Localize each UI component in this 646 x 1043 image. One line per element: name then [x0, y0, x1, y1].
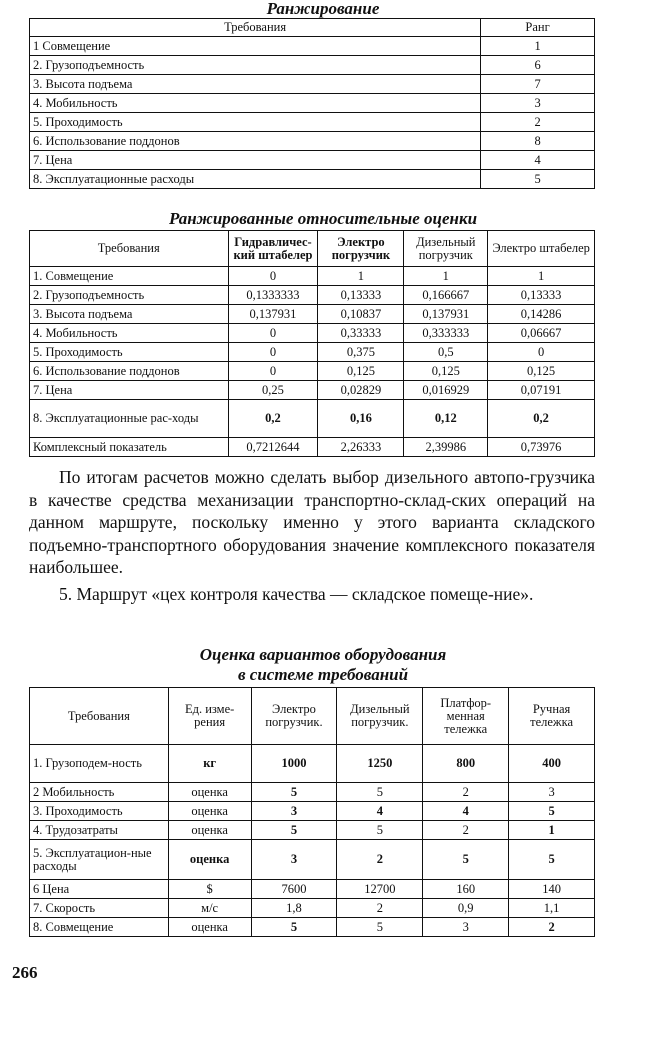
requirement-cell: 2. Грузоподъемность: [30, 56, 481, 75]
requirement-cell: 1. Грузоподем-ность: [30, 745, 169, 783]
route-heading: 5. Маршрут «цех контроля качества — складское помеще-ние».: [59, 584, 534, 604]
value-cell: 1000: [251, 745, 337, 783]
table-row: [30, 880, 595, 899]
rank-cell: 2: [481, 113, 595, 132]
value-cell: 2: [423, 783, 509, 802]
value-cell: 7600: [251, 880, 337, 899]
value-cell: 5: [337, 783, 423, 802]
table-row: [30, 343, 595, 362]
table-row: [30, 840, 595, 880]
requirement-cell: 5. Проходимость: [30, 113, 481, 132]
rank-cell: 6: [481, 56, 595, 75]
value-cell: 0,10837: [318, 305, 404, 324]
table-row: [30, 75, 595, 94]
value-cell: 0,16: [318, 400, 404, 438]
value-cell: 400: [509, 745, 595, 783]
rank-cell: 3: [481, 94, 595, 113]
value-cell: 5: [251, 783, 337, 802]
header-electric-loader: Электро погрузчик: [318, 231, 404, 267]
requirement-cell: 6. Использование поддонов: [30, 132, 481, 151]
value-cell: 0: [228, 267, 318, 286]
requirement-cell: 3. Высота подъема: [30, 75, 481, 94]
value-cell: 0,333333: [404, 324, 488, 343]
requirement-cell: 1 Совмещение: [30, 37, 481, 56]
table-row: [30, 362, 595, 381]
value-cell: 2: [337, 899, 423, 918]
value-cell: 0,125: [488, 362, 595, 381]
value-cell: 0,137931: [404, 305, 488, 324]
value-cell: 0,25: [228, 381, 318, 400]
requirement-cell: 6. Использование поддонов: [30, 362, 229, 381]
value-cell: 160: [423, 880, 509, 899]
requirement-cell: 6 Цена: [30, 880, 169, 899]
value-cell: 140: [509, 880, 595, 899]
value-cell: 5: [509, 802, 595, 821]
value-cell: 5: [337, 918, 423, 937]
value-cell: 3: [423, 918, 509, 937]
value-cell: 3: [509, 783, 595, 802]
header-diesel-loader: Дизельный погрузчик: [404, 231, 488, 267]
value-cell: 2: [337, 840, 423, 880]
value-cell: 3: [251, 802, 337, 821]
unit-cell: оценка: [168, 840, 251, 880]
requirement-cell: 5. Эксплуатацион-ные расходы: [30, 840, 169, 880]
table-row-total: [30, 438, 595, 457]
table-row: [30, 918, 595, 937]
value-cell: 0: [228, 324, 318, 343]
table-row: [30, 170, 595, 189]
header-requirements: Требования: [30, 231, 229, 267]
table-row: [30, 802, 595, 821]
value-cell: 0,016929: [404, 381, 488, 400]
value-cell: 5: [251, 821, 337, 840]
value-cell: 0: [228, 362, 318, 381]
value-cell: 0,1333333: [228, 286, 318, 305]
table-row: [30, 151, 595, 170]
rank-cell: 7: [481, 75, 595, 94]
rank-table: [29, 18, 595, 189]
value-cell: 0,33333: [318, 324, 404, 343]
value-cell: 0,14286: [488, 305, 595, 324]
value-cell: 1,1: [509, 899, 595, 918]
requirement-cell: 1. Совмещение: [30, 267, 229, 286]
header-electric-loader: Электро погрузчик.: [251, 688, 337, 745]
header-electric-stacker: Электро штабелер: [488, 231, 595, 267]
requirement-cell: 3. Проходимость: [30, 802, 169, 821]
value-cell: 2: [423, 821, 509, 840]
value-cell: 5: [337, 821, 423, 840]
table-row: [30, 267, 595, 286]
header-hydraulic-stacker: Гидравличес-кий штабелер: [228, 231, 318, 267]
value-cell: 1250: [337, 745, 423, 783]
value-cell: 0,06667: [488, 324, 595, 343]
value-cell: 800: [423, 745, 509, 783]
value-cell: 0,166667: [404, 286, 488, 305]
rank-cell: 1: [481, 37, 595, 56]
value-cell: 0,5: [404, 343, 488, 362]
header-rank: Ранг: [481, 19, 595, 37]
relative-table-title: Ранжированные относительные оценки: [168, 209, 478, 228]
table-row: [30, 305, 595, 324]
value-cell: 0,9: [423, 899, 509, 918]
value-cell: 3: [251, 840, 337, 880]
requirement-cell: 7. Скорость: [30, 899, 169, 918]
header-requirements: Требования: [30, 19, 481, 37]
requirement-cell: 4. Трудозатраты: [30, 821, 169, 840]
value-cell: 0,2: [228, 400, 318, 438]
table-header-row: [30, 231, 595, 267]
value-cell: 0,07191: [488, 381, 595, 400]
value-cell: 0,02829: [318, 381, 404, 400]
table-row: [30, 324, 595, 343]
unit-cell: м/с: [168, 899, 251, 918]
rank-cell: 5: [481, 170, 595, 189]
equipment-table-title-line1: Оценка вариантов оборудования: [199, 645, 447, 664]
conclusion-paragraph: По итогам расчетов можно сделать выбор дизельного автопо-грузчика в качестве средства механизации транспортно-склад-ских операций на данном маршруте, поскольку именно у этого варианта складского подъемно-транспортного оборудования значение комплексного показателя наибольшее.: [29, 467, 595, 577]
table-row: [30, 821, 595, 840]
requirement-cell: 8. Совмещение: [30, 918, 169, 937]
value-cell: 1: [509, 821, 595, 840]
header-unit: Ед. изме-рения: [168, 688, 251, 745]
relative-table: [29, 230, 595, 457]
table-row: [30, 381, 595, 400]
value-cell: 4: [423, 802, 509, 821]
table-header-row: [30, 19, 595, 37]
value-cell: 0,2: [488, 400, 595, 438]
value-cell: 2,39986: [404, 438, 488, 457]
value-cell: 12700: [337, 880, 423, 899]
header-platform-cart: Платфор-менная тележка: [423, 688, 509, 745]
requirement-cell: 8. Эксплуатационные расходы: [30, 170, 481, 189]
requirement-cell: Комплексный показатель: [30, 438, 229, 457]
value-cell: 5: [251, 918, 337, 937]
table-row: [30, 899, 595, 918]
value-cell: 1: [488, 267, 595, 286]
header-hand-cart: Ручная тележка: [509, 688, 595, 745]
value-cell: 2,26333: [318, 438, 404, 457]
requirement-cell: 4. Мобильность: [30, 94, 481, 113]
value-cell: 1,8: [251, 899, 337, 918]
value-cell: 5: [509, 840, 595, 880]
value-cell: 0,137931: [228, 305, 318, 324]
rank-table-title: Ранжирование: [266, 0, 380, 18]
table-row: [30, 56, 595, 75]
requirement-cell: 5. Проходимость: [30, 343, 229, 362]
unit-cell: кг: [168, 745, 251, 783]
table-row: [30, 37, 595, 56]
equipment-table: [29, 687, 595, 937]
unit-cell: оценка: [168, 821, 251, 840]
table-row: [30, 132, 595, 151]
unit-cell: $: [168, 880, 251, 899]
value-cell: 0,375: [318, 343, 404, 362]
table-row: [30, 94, 595, 113]
requirement-cell: 7. Цена: [30, 151, 481, 170]
unit-cell: оценка: [168, 918, 251, 937]
header-diesel-loader: Дизельный погрузчик.: [337, 688, 423, 745]
page-number: 266: [12, 963, 38, 982]
table-row: [30, 745, 595, 783]
value-cell: 0,12: [404, 400, 488, 438]
requirement-cell: 3. Высота подъема: [30, 305, 229, 324]
table-row: [30, 400, 595, 438]
requirement-cell: 8. Эксплуатационные рас-ходы: [30, 400, 229, 438]
value-cell: 2: [509, 918, 595, 937]
value-cell: 1: [318, 267, 404, 286]
value-cell: 0,13333: [488, 286, 595, 305]
value-cell: 1: [404, 267, 488, 286]
table-row: [30, 113, 595, 132]
requirement-cell: 4. Мобильность: [30, 324, 229, 343]
table-header-row: [30, 688, 595, 745]
rank-cell: 4: [481, 151, 595, 170]
value-cell: 0,7212644: [228, 438, 318, 457]
value-cell: 0: [228, 343, 318, 362]
table-row: [30, 286, 595, 305]
header-requirements: Требования: [30, 688, 169, 745]
value-cell: 0,13333: [318, 286, 404, 305]
rank-cell: 8: [481, 132, 595, 151]
requirement-cell: 2. Грузоподъемность: [30, 286, 229, 305]
value-cell: 0,73976: [488, 438, 595, 457]
unit-cell: оценка: [168, 802, 251, 821]
value-cell: 0,125: [318, 362, 404, 381]
equipment-table-title-line2: в системе требований: [237, 665, 409, 684]
value-cell: 0: [488, 343, 595, 362]
requirement-cell: 7. Цена: [30, 381, 229, 400]
unit-cell: оценка: [168, 783, 251, 802]
value-cell: 4: [337, 802, 423, 821]
value-cell: 5: [423, 840, 509, 880]
value-cell: 0,125: [404, 362, 488, 381]
table-row: [30, 783, 595, 802]
requirement-cell: 2 Мобильность: [30, 783, 169, 802]
